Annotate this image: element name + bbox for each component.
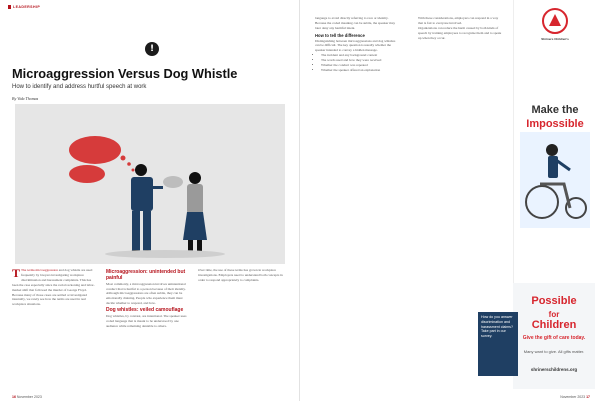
- ad-headline-2: Impossible: [526, 118, 584, 130]
- page-folio: November 2023 17: [560, 395, 590, 399]
- subheading: Dog whistles: veiled camouflage: [106, 307, 184, 314]
- man-figure: [130, 164, 163, 254]
- subheading: Microaggression: unintended but painful: [106, 269, 186, 281]
- ad-title-2: Children: [531, 319, 577, 331]
- alert-icon: !: [145, 42, 159, 56]
- ad-title-connector: for: [548, 310, 560, 319]
- ad-small-print: Many want to give. All gifts matter.: [523, 349, 585, 354]
- page-folio: 16 November 2023: [12, 395, 42, 399]
- ad-url[interactable]: shrinerschildrens.org: [530, 367, 578, 372]
- ad-headline-1: Make the: [531, 104, 579, 116]
- article-column-1: T The terms microaggression and dog whistle are used frequently by lawyers investigating workplace discrimination and harassment complaints. This has been the case especially since the racial reckoning and labor-market shift that followed the murder of George Floyd. Because many of those cases are settled or investigated internally, we rarely see how the terms are used in real workplace situations.: [12, 266, 95, 307]
- article-title: Microaggression Versus Dog Whistle: [12, 66, 238, 81]
- ad-tagline: Give the gift of care today.: [522, 335, 586, 341]
- article-column-3: Over time, the use of these terms has grown in workplace investigations. Employers need to understand both concepts in order to respond appropriately to complaints.: [198, 268, 283, 282]
- ad-bottom-panel[interactable]: [513, 283, 595, 389]
- byline: By Vida Thomas: [12, 96, 39, 101]
- article-column-4: language to avoid directly referring to race or identity. Because the coded meaning can be subtle, the speaker may later deny any harmful intent. How to tell the difference Distinguishing between microaggressions and dog whistles can be difficult. The key question is usually whether the speaker intended to convey a hidden message. • The incident and any background context • The words used and how they were received • Whether the conduct was repeated • Whether the speaker offered an explanation: [315, 16, 397, 73]
- ad-title: Possible: [531, 295, 577, 307]
- wheelchair-athlete-icon: [520, 132, 590, 228]
- article-column-2: Microaggression: unintended but painful Most commonly, a microaggression involves unintentional conduct that is hurtful to a person because of their identity. Although microaggressions are often subtle, they can be emotionally draining. People who experience them must decide whether to respond, and how. Dog whistles: veiled camouflage Dog whistles, by contrast, are intentional. The speaker uses coded language that is meant to be understood by one audience while remaining deniable to others.: [106, 269, 187, 328]
- people-speech-illustration: [15, 104, 285, 264]
- subheading: How to tell the difference: [315, 32, 365, 38]
- advertisement[interactable]: [513, 0, 596, 283]
- article-column-5: With these considerations, employers can respond in a way that is fair to everyone involved. Organizations can reduce the harm caused by both kinds of speech by training employees to recognize them and to speak up when they occur.: [418, 16, 502, 40]
- article-subtitle: How to identify and address hurtful speech at work: [12, 84, 147, 90]
- woman-figure: [183, 172, 207, 252]
- right-page: [300, 0, 600, 401]
- section-label: LEADERSHIP: [8, 5, 40, 9]
- bullet-list: • The incident and any background context • The words used and how they were received • Whether the conduct was repeated • Whether the speaker offered an explanation: [315, 53, 397, 73]
- ad-brand: Shriners Children's: [541, 37, 569, 41]
- survey-callout[interactable]: How do you answer discrimination and harassment claims? Take part in our survey.: [478, 312, 518, 376]
